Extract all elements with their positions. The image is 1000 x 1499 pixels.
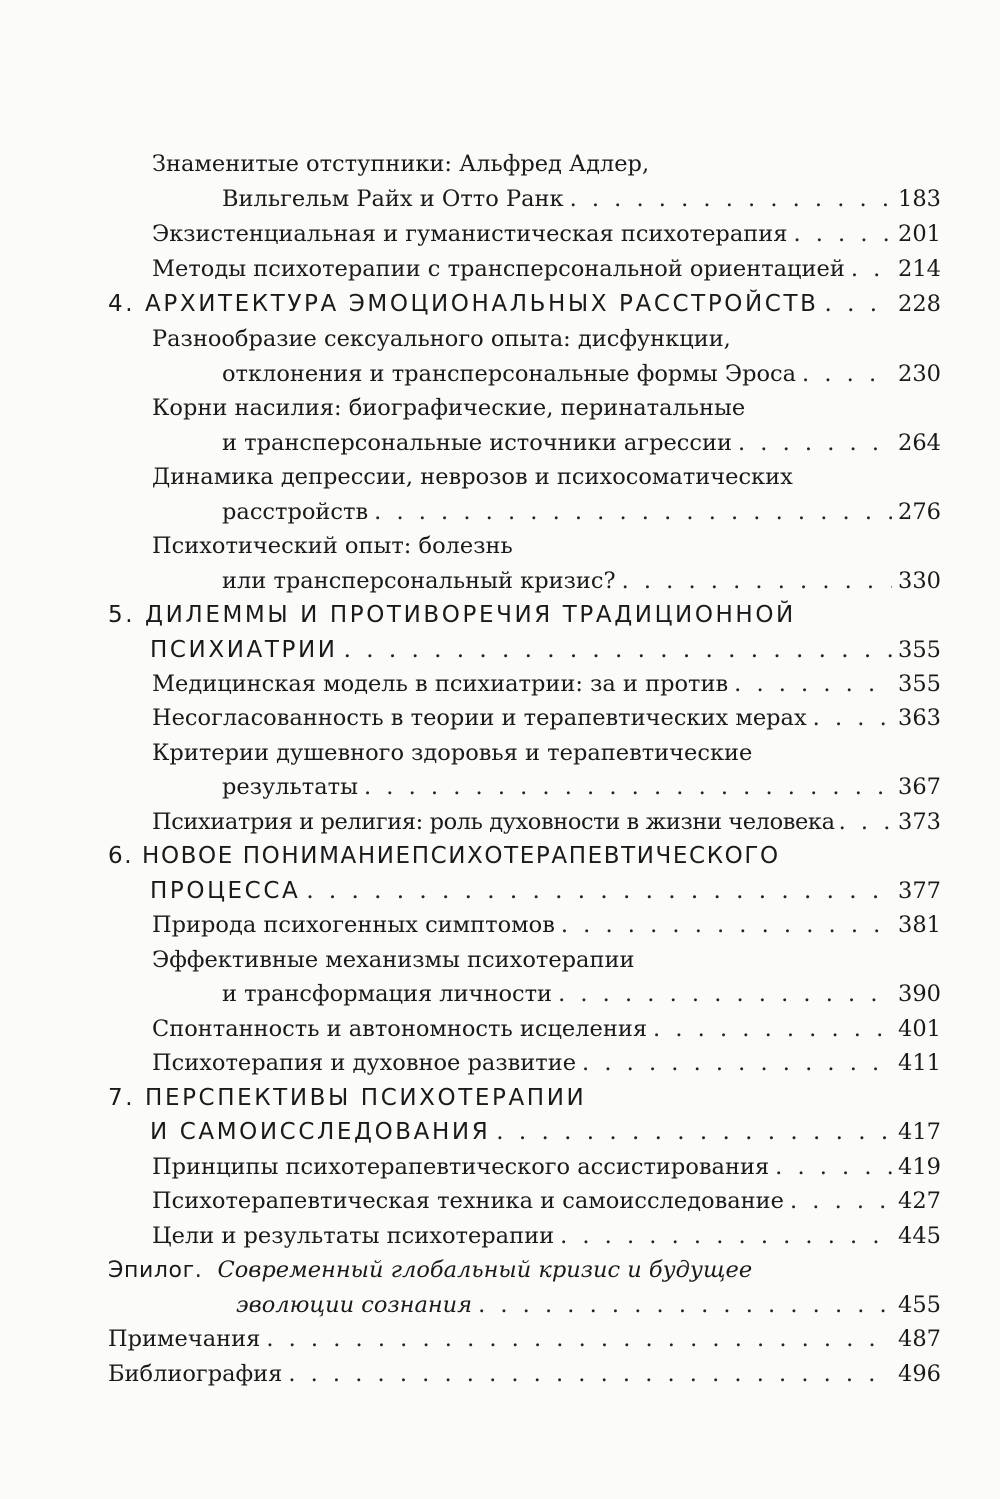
toc-chapter-page: 377 (898, 878, 941, 904)
toc-entry-label: Психотический опыт: болезнь (152, 533, 513, 559)
toc-entry-page: 183 (898, 186, 941, 212)
leader-dots (496, 1114, 892, 1150)
toc-entry (236, 1287, 941, 1323)
toc-entry-label: Психотерапия и духовное развитие (152, 1050, 577, 1076)
leader-dots (839, 804, 894, 840)
toc-chapter (150, 632, 941, 668)
toc-entry (222, 425, 941, 461)
leader-dots (851, 251, 892, 287)
leader-dots (793, 216, 892, 252)
toc-entry (152, 735, 752, 771)
toc-entry-page: 330 (898, 568, 941, 594)
leader-dots (790, 1183, 892, 1219)
toc-entry-label: Разнообразие сексуального опыта: дисфункции, (152, 326, 731, 352)
toc-chapter (150, 873, 941, 909)
toc-chapter-label: 5. ДИЛЕММЫ И ПРОТИВОРЕЧИЯ ТРАДИЦИОННОЙ (108, 602, 796, 628)
toc-entry-page: 201 (898, 221, 941, 247)
toc-entry-label: Принципы психотерапевтического ассистирования (152, 1154, 770, 1180)
toc-entry-label: Методы психотерапии с трансперсональной ориентацией (152, 256, 845, 282)
toc-entry (152, 804, 941, 840)
toc-chapter-label: И САМОИССЛЕДОВАНИЯ (150, 1119, 491, 1145)
leader-dots (775, 1149, 892, 1185)
toc-chapter (150, 1114, 941, 1150)
toc-entry-page: 401 (898, 1016, 941, 1042)
leader-dots (560, 1218, 892, 1254)
toc-chapter-page: 417 (898, 1119, 941, 1145)
leader-dots (478, 1287, 892, 1323)
toc-entry-label: и трансформация личности (222, 981, 553, 1007)
toc-entry-label: Психотерапевтическая техника и самоисследование (152, 1188, 784, 1214)
toc-entry (152, 528, 513, 564)
leader-dots (374, 494, 892, 530)
toc-entry-page: 411 (898, 1050, 941, 1076)
leader-dots (738, 425, 892, 461)
toc-entry (222, 181, 941, 217)
toc-entry-label: Вильгельм Райх и Отто Ранк (222, 186, 564, 212)
toc-entry (152, 251, 941, 287)
toc-chapter (108, 286, 941, 322)
toc-entry (152, 390, 745, 426)
toc-entry-page: 419 (898, 1154, 941, 1180)
leader-dots (266, 1321, 892, 1357)
toc-entry (222, 563, 941, 599)
toc-entry-label: Эффективные механизмы психотерапии (152, 947, 635, 973)
toc-entry-page: 445 (898, 1223, 941, 1249)
toc-entry-page: 390 (898, 981, 941, 1007)
toc-entry-label: Знаменитые отступники: Альфред Адлер, (152, 151, 650, 177)
toc-entry (152, 216, 941, 252)
toc-chapter-label: 7. ПЕРСПЕКТИВЫ ПСИХОТЕРАПИИ (108, 1085, 587, 1111)
toc-entry-label: Корни насилия: биографические, перинатальные (152, 395, 746, 421)
toc-entry (222, 494, 941, 530)
toc-entry-label: отклонения и трансперсональные формы Эроса (222, 361, 797, 387)
leader-dots (558, 976, 892, 1012)
toc-entry-page: 455 (898, 1292, 941, 1318)
toc-entry-label: Библиография (108, 1361, 283, 1387)
leader-dots (653, 1011, 892, 1047)
leader-dots (570, 181, 892, 217)
toc-entry (108, 1321, 941, 1357)
toc-entry-label: Примечания (108, 1326, 261, 1352)
leader-dots (802, 356, 892, 392)
toc-entry-label: или трансперсональный кризис? (222, 568, 616, 594)
toc-chapter (108, 597, 796, 633)
toc-entry (152, 700, 941, 736)
toc-chapter (108, 838, 780, 874)
toc-entry (152, 666, 941, 702)
toc-entry-page: 264 (898, 430, 941, 456)
toc-entry (222, 769, 941, 805)
toc-entry-label: Психиатрия и религия: роль духовности в жизни человека (152, 809, 835, 835)
toc-entry-label: Динамика депрессии, неврозов и психосоматических (152, 464, 793, 490)
leader-dots (582, 1045, 892, 1081)
toc-entry-page: 427 (898, 1188, 941, 1214)
toc-chapter-page: 355 (898, 637, 941, 663)
toc-entry-page: 355 (898, 671, 941, 697)
toc-entry-label: и трансперсональные источники агрессии (222, 430, 732, 456)
leader-dots (561, 907, 892, 943)
toc-entry-label: расстройств (222, 499, 369, 525)
toc-chapter (108, 1080, 586, 1116)
toc-chapter-label: 4. АРХИТЕКТУРА ЭМОЦИОНАЛЬНЫХ РАССТРОЙСТВ (108, 291, 819, 317)
toc-entry (152, 1218, 941, 1254)
leader-dots (734, 666, 892, 702)
leader-dots (288, 1356, 892, 1392)
toc-chapter-page: 228 (898, 291, 941, 317)
toc-entry-page: 496 (898, 1361, 941, 1387)
toc-entry-label: результаты (222, 774, 358, 800)
leader-dots (824, 286, 892, 322)
toc-entry (152, 942, 634, 978)
toc-entry-label: Экзистенциальная и гуманистическая психотерапия (152, 221, 788, 247)
toc-entry (222, 976, 941, 1012)
toc-entry-label: эволюции сознания (236, 1292, 473, 1318)
leader-dots (813, 700, 892, 736)
toc-entry (152, 1011, 941, 1047)
toc-entry-page: 214 (898, 256, 941, 282)
toc-chapter-label: 6. НОВОЕ ПОНИМАНИЕПСИХОТЕРАПЕВТИЧЕСКОГО (108, 843, 780, 869)
toc-entry-page: 367 (898, 774, 941, 800)
leader-dots (306, 873, 892, 909)
toc-entry (152, 321, 731, 357)
toc-entry-page: 373 (898, 809, 941, 835)
leader-dots (364, 769, 892, 805)
toc-chapter-label: ПСИХИАТРИИ (150, 637, 338, 663)
toc-entry (152, 1149, 941, 1185)
toc-entry-label: Спонтанность и автономность исцеления (152, 1016, 648, 1042)
toc-chapter-label: ПРОЦЕССА (150, 878, 301, 904)
toc-entry-label: Природа психогенных симптомов (152, 912, 555, 938)
toc-entry-label: Несогласованность в теории и терапевтических мерах (152, 705, 807, 731)
toc-entry (152, 1183, 941, 1219)
toc-entry-label: Критерии душевного здоровья и терапевтические (152, 740, 753, 766)
toc-entry (108, 1356, 941, 1392)
toc-entry-page: 363 (898, 705, 941, 731)
toc-entry (152, 146, 649, 182)
toc-entry (222, 356, 941, 392)
toc-epilogue (108, 1252, 752, 1288)
toc-entry (152, 907, 941, 943)
toc-epilogue-label: Современный глобальный кризис и будущее (217, 1257, 753, 1283)
toc-entry (152, 1045, 941, 1081)
toc-entry-page: 276 (898, 499, 941, 525)
toc-entry-page: 487 (898, 1326, 941, 1352)
leader-dots (344, 632, 892, 668)
leader-dots (622, 563, 892, 599)
toc-entry-label: Медицинская модель в психиатрии: за и против (152, 671, 729, 697)
toc-entry-page: 230 (898, 361, 941, 387)
toc-entry (152, 459, 793, 495)
toc-entry-page: 381 (898, 912, 941, 938)
toc-entry-label: Цели и результаты психотерапии (152, 1223, 555, 1249)
toc-epilogue-prefix: Эпилог. (108, 1258, 203, 1283)
